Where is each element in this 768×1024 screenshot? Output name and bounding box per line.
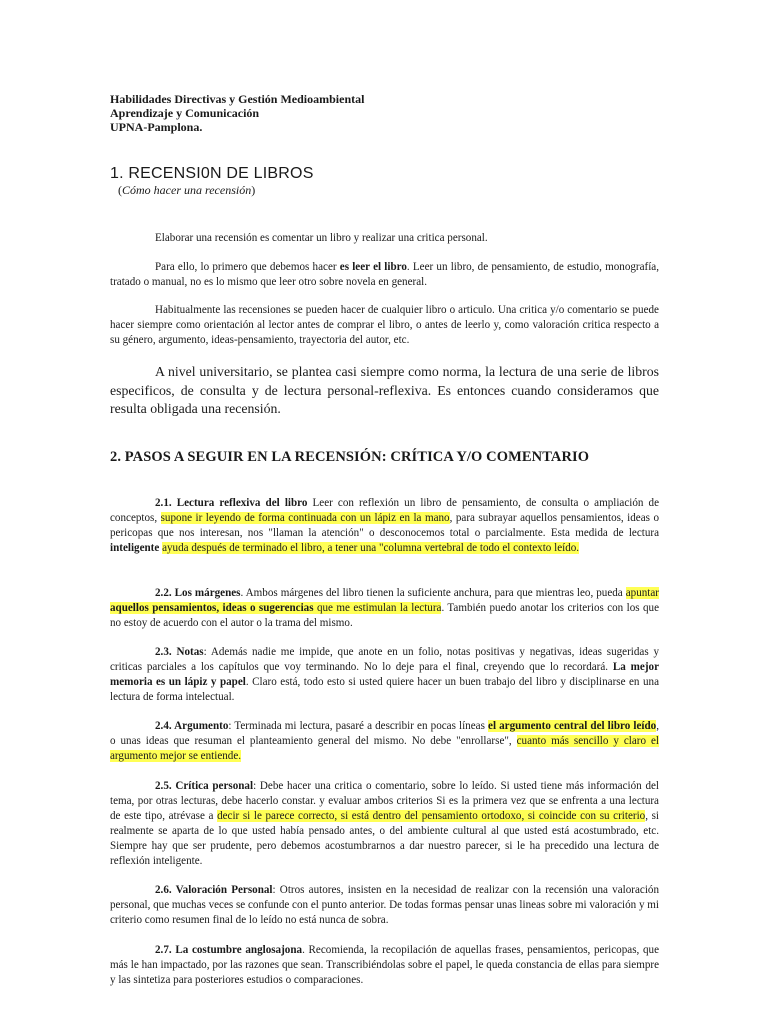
intro-paragraph-4: A nivel universitario, se plantea casi siempre como norma, la lectura de una serie de libros especificos, de consulta y de lectura personal-reflexiva. Es entonces cuando consideramos que resulta obligada una recensión.	[110, 364, 659, 416]
step-2-3	[110, 645, 659, 705]
step-2-1-text-b: , para subrayar aquellos pensamientos, ideas o pericopas que nos interesan, nos "llaman la atención" o desconocemos total o parcialmente. Esta medida de lectura	[110, 512, 659, 539]
step-2-3-title: 2.3. Notas	[155, 646, 204, 658]
step-2-2-highlight-a: apuntar	[625, 587, 659, 599]
step-2-4-text-a: : Terminada mi lectura, pasaré a describir en pocas líneas	[228, 720, 489, 732]
step-2-1-highlight-1: supone ir leyendo de forma continuada con un lápiz en la mano	[160, 512, 450, 524]
document-header	[110, 92, 364, 134]
step-2-3-text-a: : Además nadie me impide, que anote en un folio, notas positivas y negativas, ideas sugeridas y criticas parciales a los capítulos que voy terminando. No lo deje para el final, creyendo que lo recordará.	[110, 646, 659, 673]
step-2-6-text-a: : Otros autores, insisten en la necesidad de realizar con la recensión una valoración personal, que muchas veces se confunde con el punto anterior. De todas formas pensar unas lineas sobre mi valoración y mi criterio como resumen final de lo leído no está nunca de sobra.	[110, 884, 659, 926]
p2-text-c: . Leer un libro, de pensamiento, de estudio, monografía, tratado o manual, no es lo mismo que leer otro sobre novela en general.	[110, 261, 659, 288]
step-2-1-text-a: Leer con reflexión un libro de pensamiento, de consulta o ampliación de conceptos,	[110, 497, 659, 524]
step-2-5	[110, 779, 659, 869]
step-2-2-highlight-b: que me estimulan la lectura	[313, 602, 442, 614]
step-2-2-title: 2.2. Los márgenes	[155, 587, 241, 599]
step-2-4-highlight-bold: el argumento central del libro leído	[488, 720, 657, 732]
step-2-1-title: 2.1. Lectura reflexiva del libro	[155, 497, 308, 509]
p2-bold: es leer el libro	[339, 261, 407, 273]
subtitle-close-paren: )	[251, 183, 256, 197]
section-1-subtitle	[118, 183, 255, 198]
section-2-title: 2. PASOS A SEGUIR EN LA RECENSIÓN: CRÍTICA Y/O COMENTARIO	[110, 449, 590, 465]
course-subtitle: Aprendizaje y Comunicación	[110, 106, 260, 120]
step-2-6	[110, 883, 659, 928]
step-2-2-text-a: . Ambos márgenes del libro tienen la suficiente anchura, para que mientras leo, pueda	[240, 587, 626, 599]
intro-paragraph-1: Elaborar una recensión es comentar un libro y realizar una critica personal.	[155, 232, 488, 244]
intro-paragraph-3: Habitualmente las recensiones se pueden hacer de cualquier libro o articulo. Una critica y/o comentario se puede hacer siempre como orientación al lector antes de comprar el libro, o antes de leerlo y, como valoración critica respecto a su género, argumento, ideas-pensamiento, trayectoria del autor, etc.	[110, 304, 659, 346]
step-2-6-title: 2.6. Valoración Personal	[155, 884, 273, 896]
step-2-5-highlight: decir si le parece correcto, si está dentro del pensamiento ortodoxo, si coincide con su criterio	[217, 810, 646, 822]
intro-paragraph-2	[110, 260, 659, 290]
step-2-7-text-a: . Recomienda, la recopilación de aquellas frases, pensamientos, pericopas, que más le han impactado, por las razones que sean. Transcribiéndolas sobre el papel, le queda constancia de ellas para siempre y las sintetiza para posteriores estudios o comparaciones.	[110, 944, 659, 986]
step-2-4-highlight-2: cuanto más sencillo y claro el argumento mejor se entiende.	[110, 735, 659, 762]
section-1-title: 1. RECENSI0N DE LIBROS	[110, 165, 314, 182]
step-2-2-highlight-bold: aquellos pensamientos, ideas o sugerencias	[110, 602, 314, 614]
step-2-5-text-b: , si realmente se aparta de lo que usted había pensado antes, o del ambiente cultural al que usted está acostumbrado, etc. Siempre hay que ser prudente, pero debemos acostumbrarnos a dar nuestro parecer, si le ha precedido una lectura de reflexión inteligente.	[110, 810, 659, 867]
step-2-4-text-b: , o unas ideas que resuman el planteamiento general del mismo. No debe "enrollarse",	[110, 720, 659, 747]
step-2-5-title: 2.5. Crítica personal	[155, 780, 254, 792]
step-2-5-text-a: : Debe hacer una critica o comentario, sobre lo leído. Si usted tiene más información del tema, por otras lecturas, debe hacerlo constar. y evaluar ambos criterios Si es la primera vez que se enfrenta a una lectura de este tipo, atrévase a	[110, 780, 659, 822]
institution: UPNA-Pamplona.	[110, 120, 203, 134]
step-2-4	[110, 719, 659, 764]
step-2-2-text-b: . También puedo anotar los criterios con los que no estoy de acuerdo con el autor o la trama del mismo.	[110, 602, 659, 629]
step-2-3-bold: La mejor memoria es un lápiz y papel	[110, 661, 659, 688]
subtitle-open-paren: (	[118, 183, 122, 197]
step-2-7-title: 2.7. La costumbre anglosajona	[155, 944, 303, 956]
step-2-2	[110, 586, 659, 631]
p2-text-a: Para ello, lo primero que debemos hacer	[155, 261, 340, 273]
step-2-7	[110, 943, 659, 988]
step-2-3-text-b: . Claro está, todo esto si usted quiere hacer un buen trabajo del libro y disciplinarse en una lectura de forma intelectual.	[110, 676, 659, 703]
step-2-1-highlight-2: ayuda después de terminado el libro, a tener una "columna vertebral de todo el contexto leído.	[162, 542, 580, 554]
subtitle-text: Cómo hacer una recensión	[122, 183, 252, 197]
step-2-1-bold: inteligente	[110, 542, 160, 554]
step-2-1	[110, 496, 659, 556]
course-title: Habilidades Directivas y Gestión Medioambiental	[110, 92, 365, 106]
step-2-4-title: 2.4. Argumento	[155, 720, 229, 732]
